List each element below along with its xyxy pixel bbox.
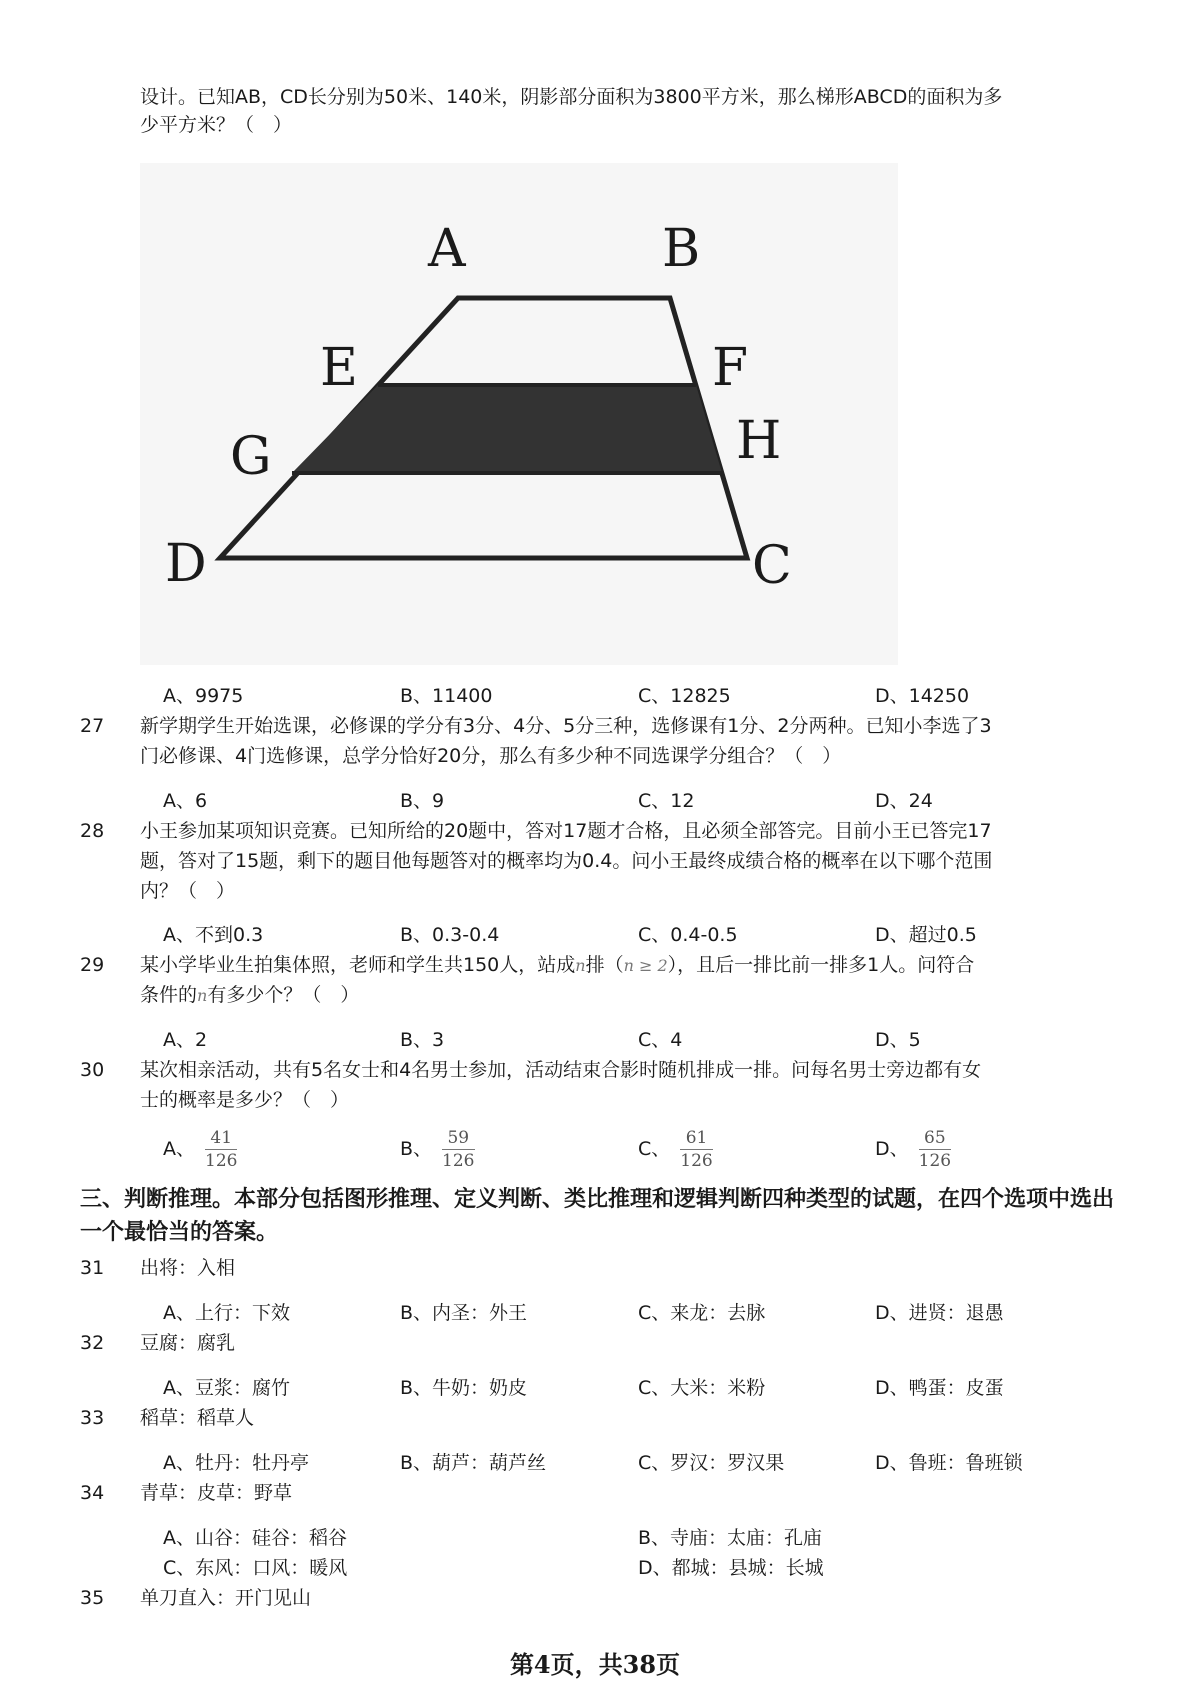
q33-number: 33 — [80, 1407, 105, 1429]
q34-stem: 青草：皮草：野草 — [140, 1482, 293, 1504]
q34-option-a: A、山谷：硅谷：稻谷 — [163, 1527, 347, 1549]
q29-option-b: B、3 — [400, 1029, 445, 1051]
q26-option-b: B、11400 — [400, 685, 493, 707]
q30-option-b-label: B、 — [400, 1138, 433, 1160]
q30-option-d — [875, 1127, 951, 1172]
q32-option-b: B、牛奶：奶皮 — [400, 1377, 528, 1399]
fraction — [680, 1127, 712, 1172]
q30-option-a-label: A、 — [163, 1138, 195, 1160]
label-a: A — [428, 219, 466, 279]
q30-text-line1: 某次相亲活动，共有5名女士和4名男士参加，活动结束合影时随机排成一排。问每名男士旁边都有女 — [140, 1059, 982, 1081]
q31-option-c: C、来龙：去脉 — [638, 1302, 766, 1324]
q30-option-c — [638, 1127, 713, 1172]
q35-stem: 单刀直入：开门见山 — [140, 1587, 312, 1609]
q28-text-line1: 小王参加某项知识竞赛。已知所给的20题中，答对17题才合格，且必须全部答完。目前小王已答完17 — [140, 820, 992, 842]
q33-stem: 稻草：稻草人 — [140, 1407, 255, 1429]
q29-math-n: n — [575, 956, 586, 975]
denominator: 126 — [680, 1151, 713, 1171]
label-c: C — [752, 536, 792, 596]
q30-option-b — [400, 1127, 475, 1172]
q27-text-line1: 新学期学生开始选课，必修课的学分有3分、4分、5分三种，选修课有1分、2分两种。已知小李选了3 — [140, 715, 992, 737]
q26-option-c: C、12825 — [638, 685, 731, 707]
q28-text-line3: 内？（ ） — [140, 880, 236, 902]
q28-option-d: D、超过0.5 — [875, 924, 977, 946]
numerator: 59 — [442, 1127, 474, 1150]
label-d: D — [165, 534, 207, 594]
q32-option-a: A、豆浆：腐竹 — [163, 1377, 290, 1399]
denominator: 126 — [442, 1151, 475, 1171]
q29-option-c: C、4 — [638, 1029, 683, 1051]
trapezoid-figure — [140, 163, 898, 665]
q29-text-line1 — [140, 950, 974, 981]
q31-number: 31 — [80, 1257, 105, 1279]
label-g: G — [230, 427, 272, 487]
q29-text-1c: ），且后一排比前一排多1人。问符合 — [667, 954, 975, 976]
q31-option-a: A、上行：下效 — [163, 1302, 290, 1324]
q29-math-n2: n — [197, 986, 208, 1005]
q27-option-d: D、24 — [875, 790, 933, 812]
q29-math-condition: n ≥ 2 — [623, 956, 668, 975]
q28-option-c: C、0.4-0.5 — [638, 924, 738, 946]
q32-option-c: C、大米：米粉 — [638, 1377, 766, 1399]
q27-option-a: A、6 — [163, 790, 208, 812]
q29-text-1b: 排（ — [585, 954, 624, 976]
fraction — [442, 1127, 474, 1172]
q29-text-line2 — [140, 980, 359, 1011]
q29-text-2a: 条件的 — [140, 984, 198, 1006]
q28-option-b: B、0.3-0.4 — [400, 924, 500, 946]
shaded-band — [292, 385, 722, 473]
q34-option-d: D、都城：县城：长城 — [638, 1557, 824, 1579]
fraction — [919, 1127, 951, 1172]
q29-option-a: A、2 — [163, 1029, 208, 1051]
q30-option-d-label: D、 — [875, 1138, 909, 1160]
q28-text-line2: 题，答对了15题，剩下的题目他每题答对的概率均为0.4。问小王最终成绩合格的概率在以下哪个范围 — [140, 850, 993, 872]
label-e: E — [320, 338, 358, 398]
q27-option-b: B、9 — [400, 790, 445, 812]
q26-option-a: A、9975 — [163, 685, 244, 707]
q26-option-d: D、14250 — [875, 685, 970, 707]
q26-text-line2: 少平方米？（ ） — [140, 114, 293, 136]
q32-number: 32 — [80, 1332, 105, 1354]
numerator: 61 — [680, 1127, 712, 1150]
q30-number: 30 — [80, 1059, 105, 1081]
page-footer: 第4页，共38页 — [509, 1650, 681, 1679]
q27-number: 27 — [80, 715, 105, 737]
q32-stem: 豆腐：腐乳 — [140, 1332, 236, 1354]
q30-text-line2: 士的概率是多少？（ ） — [140, 1089, 350, 1111]
q31-stem: 出将：入相 — [140, 1257, 236, 1279]
q29-number: 29 — [80, 954, 105, 976]
q29-option-d: D、5 — [875, 1029, 921, 1051]
q31-option-d: D、进贤：退愚 — [875, 1302, 1004, 1324]
q33-option-d: D、鲁班：鲁班锁 — [875, 1452, 1023, 1474]
q33-option-a: A、牡丹：牡丹亭 — [163, 1452, 309, 1474]
q28-number: 28 — [80, 820, 105, 842]
q34-number: 34 — [80, 1482, 105, 1504]
q29-text-2b: 有多少个？（ ） — [207, 984, 360, 1006]
label-b: B — [662, 219, 701, 279]
q28-option-a: A、不到0.3 — [163, 924, 264, 946]
q30-option-a — [163, 1127, 237, 1172]
q34-option-b: B、寺庙：太庙：孔庙 — [638, 1527, 823, 1549]
q32-option-d: D、鸭蛋：皮蛋 — [875, 1377, 1004, 1399]
trapezoid-diagram — [140, 163, 898, 665]
q27-option-c: C、12 — [638, 790, 695, 812]
denominator: 126 — [918, 1151, 952, 1171]
numerator: 41 — [205, 1127, 237, 1150]
fraction — [205, 1127, 237, 1172]
q30-option-c-label: C、 — [638, 1138, 671, 1160]
q26-text-line1: 设计。已知AB，CD长分别为50米、140米，阴影部分面积为3800平方米，那么梯形ABCD的面积为多 — [140, 86, 1003, 108]
q33-option-b: B、葫芦：葫芦丝 — [400, 1452, 547, 1474]
label-h: H — [736, 411, 782, 471]
q34-option-c: C、东风：口风：暖风 — [163, 1557, 348, 1579]
q31-option-b: B、内圣：外王 — [400, 1302, 528, 1324]
q33-option-c: C、罗汉：罗汉果 — [638, 1452, 785, 1474]
denominator: 126 — [205, 1151, 238, 1171]
q35-number: 35 — [80, 1587, 105, 1609]
q27-text-line2: 门必修课、4门选修课，总学分恰好20分，那么有多少种不同选课学分组合？（ ） — [140, 745, 842, 767]
numerator: 65 — [919, 1127, 951, 1150]
section-3-heading: 三、判断推理。本部分包括图形推理、定义判断、类比推理和逻辑判断四种类型的试题，在四个选项中选出一个最恰当的答案。 — [80, 1187, 1115, 1245]
label-f: F — [712, 338, 749, 398]
q29-text-1a: 某小学毕业生拍集体照，老师和学生共150人，站成 — [140, 954, 576, 976]
